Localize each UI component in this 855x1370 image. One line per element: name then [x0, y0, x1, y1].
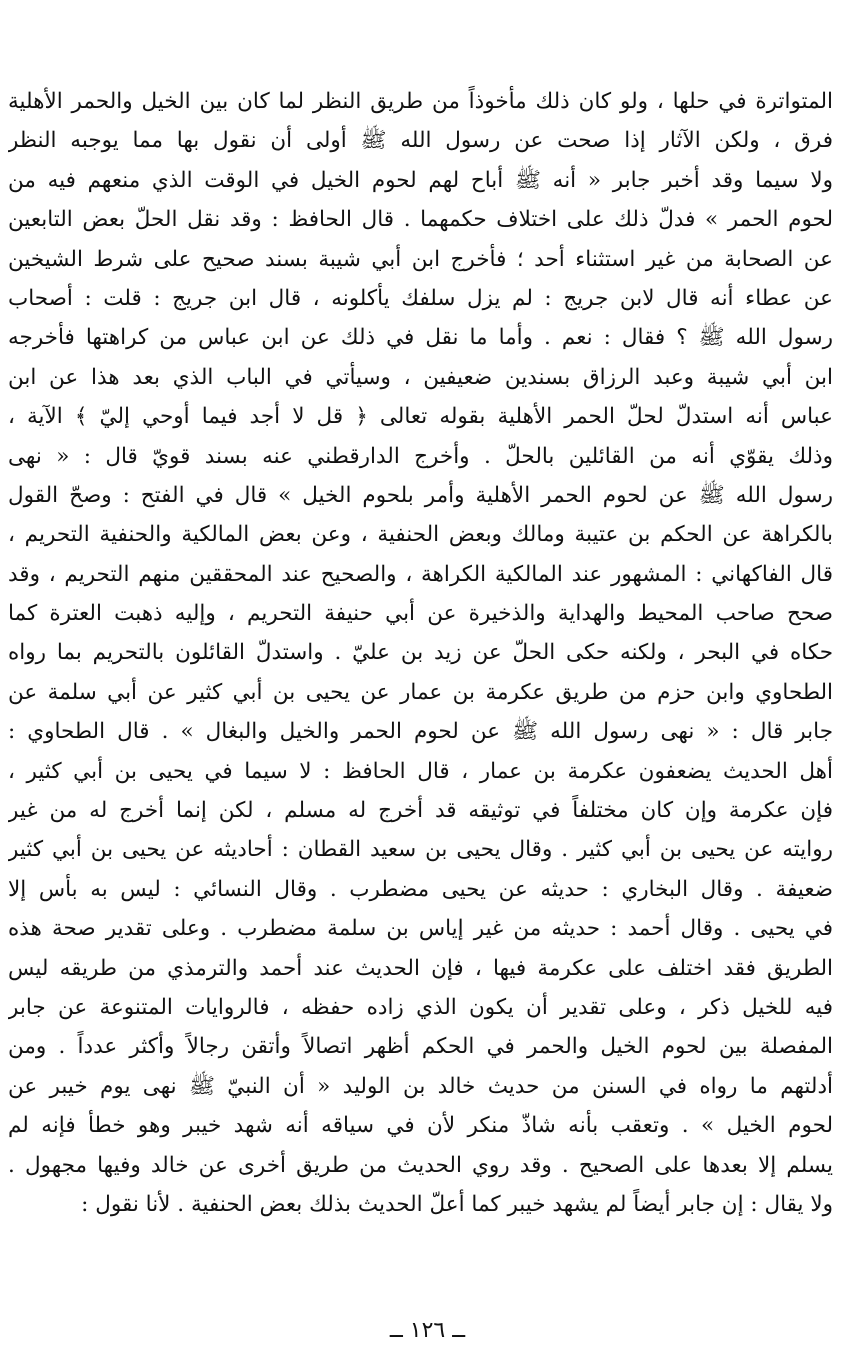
- text-line: عباس أنه استدلّ لحلّ الحمر الأهلية بقوله تعالى ﴿ قل لا أجد فيما أوحي إليّ ﴾ الآية ،: [8, 404, 833, 430]
- text-line: ابن أبي شيبة وعبد الرزاق بسندين ضعيفين ، وسيأتي في الباب الذي بعد هذا عن ابن: [8, 364, 833, 390]
- text-line: فيه للخيل ذكر ، وعلى تقدير أن يكون الذي زاده حفظه ، فالروايات المتنوعة عن جابر: [8, 994, 833, 1020]
- text-line: فرق ، ولكن الآثار إذا صحت عن رسول الله ﷺ أولى أن نقول بها مما يوجبه النظر: [8, 128, 833, 154]
- text-line: رسول الله ﷺ عن لحوم الحمر الأهلية وأمر بلحوم الخيل » قال في الفتح : وصحّ القول: [8, 482, 833, 508]
- text-line: فإن عكرمة وإن كان مختلفاً في توثيقه قد أخرج له مسلم ، لكن إنما أخرج له من غير: [8, 798, 833, 824]
- text-line: لحوم الحمر » فدلّ ذلك على اختلاف حكمهما . قال الحافظ : وقد نقل الحلّ بعض التابعين: [8, 207, 833, 233]
- page-body-text: [8, 82, 833, 1224]
- text-line: قال الفاكهاني : المشهور عند المالكية الكراهة ، والصحيح عند المحققين منهم التحريم ، وقد: [8, 561, 833, 587]
- text-line: رسول الله ﷺ ؟ فقال : نعم . وأما ما نقل في ذلك عن ابن عباس من كراهتها فأخرجه: [8, 325, 833, 351]
- text-line: ضعيفة . وقال البخاري : حديثه عن يحيى مضطرب . وقال النسائي : ليس به بأس إلا: [8, 876, 833, 902]
- text-line: يسلم إلا بعدها على الصحيح . وقد روي الحديث من طريق أخرى عن خالد وفيها مجهول .: [8, 1152, 833, 1178]
- text-line: لحوم الخيل » . وتعقب بأنه شاذّ منكر لأن في سياقه أنه شهد خيبر وهو خطأ فإنه لم: [8, 1113, 833, 1139]
- text-line: أهل الحديث يضعفون عكرمة بن عمار ، قال الحافظ : لا سيما في يحيى بن أبي كثير ،: [8, 758, 833, 784]
- text-line: المتواترة في حلها ، ولو كان ذلك مأخوذاً من طريق النظر لما كان بين الخيل والحمر الأهلية: [8, 89, 833, 114]
- text-line: في يحيى . وقال أحمد : حديثه من غير إياس بن سلمة مضطرب . وعلى تقدير صحة هذه: [8, 916, 833, 942]
- text-line: عن الصحابة من غير استثناء أحد ؛ فأخرج ابن أبي شيبة بسند صحيح على شرط الشيخين: [8, 246, 833, 272]
- text-line: روايته عن يحيى بن أبي كثير . وقال يحيى بن سعيد القطان : أحاديثه عن يحيى بن أبي كثير: [8, 837, 833, 863]
- text-line: أدلتهم ما رواه في السنن من حديث خالد بن الوليد « أن النبيّ ﷺ نهى يوم خيبر عن: [8, 1073, 833, 1099]
- text-line: وذلك يقوّي أنه من القائلين بالحلّ . وأخرج الدارقطني عنه بسند قويّ قال : « نهى: [8, 443, 833, 469]
- text-line: المفصلة بين لحوم الخيل والحمر في الحكم أظهر اتصالاً وأتقن رجالاً وأكثر عدداً . ومن: [8, 1034, 833, 1060]
- text-line: ولا سيما وقد أخبر جابر « أنه ﷺ أباح لهم لحوم الخيل في الوقت الذي منعهم فيه من: [8, 167, 833, 193]
- text-line: عن عطاء أنه قال لابن جريج : لم يزل سلفك يأكلونه ، قال ابن جريج : قلت : أصحاب: [8, 285, 833, 311]
- text-line: جابر قال : « نهى رسول الله ﷺ عن لحوم الحمر والخيل والبغال » . قال الطحاوي :: [8, 719, 833, 745]
- text-line: حكاه في البحر ، ولكنه حكى الحلّ عن زيد بن عليّ . واستدلّ القائلون بالتحريم بما رواه: [8, 640, 833, 666]
- page-number: ــ ١٢٦ ــ: [389, 1318, 466, 1343]
- text-line: الطريق فقد اختلف على عكرمة فيها ، فإن الحديث عند أحمد والترمذي من طريقه ليس: [8, 955, 833, 981]
- text-line: ولا يقال : إن جابر أيضاً لم يشهد خيبر كما أعلّ الحديث بذلك بعض الحنفية . لأنا نقول :: [81, 1191, 833, 1217]
- text-line: صحح صاحب المحيط والهداية والذخيرة عن أبي حنيفة التحريم ، وإليه ذهبت العترة كما: [8, 601, 833, 627]
- text-line: بالكراهة عن الحكم بن عتيبة ومالك وبعض الحنفية ، وعن بعض المالكية والحنفية التحريم ،: [8, 522, 833, 548]
- text-line: الطحاوي وابن حزم من طريق عكرمة بن عمار عن يحيى بن أبي كثير عن أبي سلمة عن: [8, 679, 833, 705]
